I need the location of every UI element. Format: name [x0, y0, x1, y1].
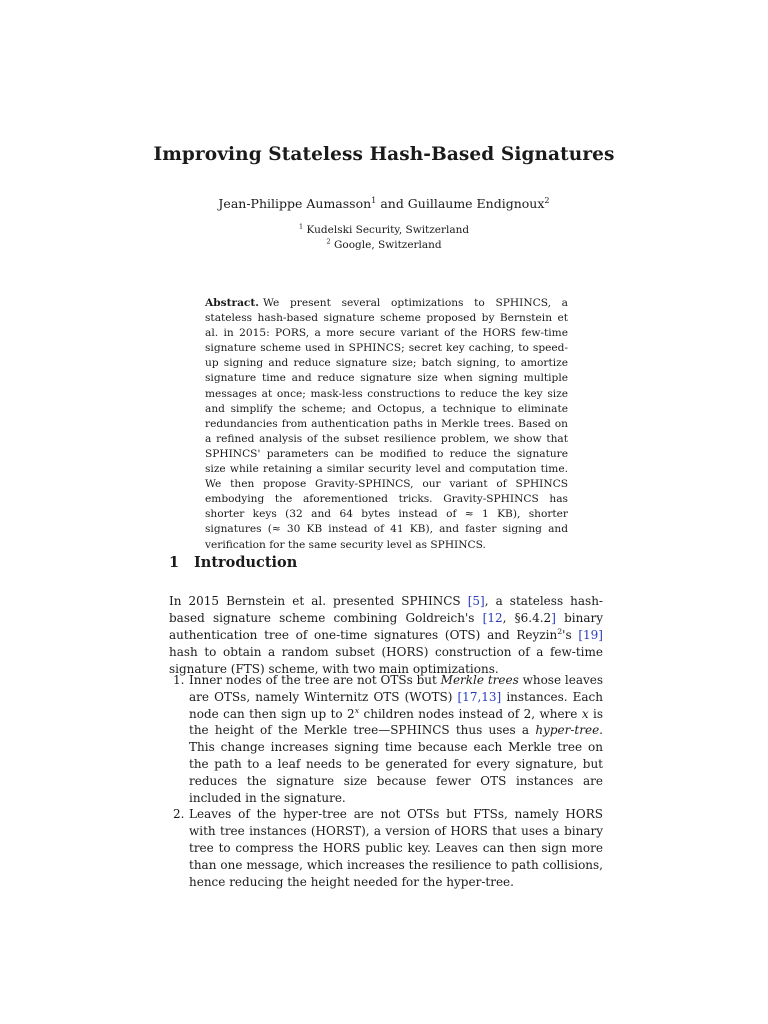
citation-link[interactable]: ]	[551, 611, 556, 625]
author-name: Jean-Philippe Aumasson	[218, 196, 372, 211]
text-run: 's	[562, 628, 579, 642]
text-run: Inner nodes of the tree are not OTSs but	[189, 673, 441, 687]
list-item	[169, 806, 603, 890]
affiliation-mark: 2	[544, 194, 550, 205]
affiliation-text: Kudelski Security, Switzerland	[306, 224, 470, 236]
abstract-label: Abstract.	[205, 297, 259, 309]
section-number: 1	[169, 554, 180, 571]
affiliation	[0, 223, 768, 238]
text-run: children nodes instead of 2, where	[359, 706, 582, 721]
citation-link[interactable]: [17,13]	[457, 689, 502, 704]
affiliations	[0, 223, 768, 253]
affiliation-mark: 2	[326, 237, 331, 246]
list-item-text	[189, 672, 603, 806]
text-run: In 2015 Bernstein et al. presented SPHINCS	[169, 594, 468, 608]
superscript: 2	[557, 627, 563, 636]
math-variable: x	[581, 706, 589, 721]
text-run: whose leaves are OTSs, namely Winternitz OTS (WOTS)	[189, 673, 604, 704]
intro-paragraph	[169, 593, 603, 678]
section-title: Introduction	[194, 554, 298, 571]
abstract	[205, 296, 568, 553]
affiliation-mark: 1	[371, 194, 377, 205]
text-run: , §6.4.2	[502, 611, 552, 625]
author-name: Guillaume Endignoux	[407, 196, 545, 211]
emphasis: Merkle trees	[440, 673, 519, 687]
text-run: binary authentication tree of one-time signatures (OTS) and Reyzin	[169, 611, 603, 642]
author-separator: and	[376, 196, 408, 211]
citation-link[interactable]: [19]	[578, 628, 603, 642]
affiliation-text: Google, Switzerland	[334, 239, 442, 251]
optimization-list	[169, 672, 603, 890]
emphasis: hyper-tree	[535, 723, 600, 738]
citation-link[interactable]: [5]	[467, 594, 485, 608]
author-line	[0, 196, 768, 211]
superscript: x	[354, 705, 360, 715]
paper-title: Improving Stateless Hash-Based Signatures	[153, 144, 615, 165]
list-item-text: Leaves of the hyper-tree are not OTSs but FTSs, namely HORS with tree instances (HORST), a version of HORS that uses a binary tree to compress the HORS public key. Leaves can then sign more than one message, which increases the resilience to path collisions, hence reducing the height needed for the hyper-tree.	[189, 807, 603, 889]
section-heading	[169, 554, 297, 571]
text-run: . This change increases signing time because each Merkle tree on the path to a leaf needs to be generated for every signature, but reduces the signature size because fewer OTS instances are included in the signature.	[189, 723, 603, 805]
text-run: instances. Each node can then sign up to 2	[189, 689, 604, 721]
citation-link[interactable]: [12	[482, 611, 503, 625]
affiliation	[0, 238, 768, 253]
list-marker: 2.	[173, 807, 185, 822]
affiliation-mark: 1	[298, 222, 304, 231]
text-run: , a stateless hash-based signature scheme combining Goldreich's	[169, 594, 603, 625]
list-item	[169, 672, 603, 806]
list-marker: 1.	[173, 673, 185, 687]
text-run: is the height of the Merkle tree—SPHINCS thus uses a	[189, 706, 604, 738]
text-run: hash to obtain a random subset (HORS) construction of a few-time signature (FTS) scheme, with two main optimizations.	[169, 645, 603, 676]
abstract-text: We present several optimizations to SPHINCS, a stateless hash-based signature scheme proposed by Bernstein et al. in 2015: PORS, a more secure variant of the HORS few-time signature scheme used in SPHINCS; secret key caching, to speed-up signing and reduce signature size; batch signing, to amortize signature time and reduce signature size when signing multiple messages at once; mask-less constructions to reduce the key size and simplify the scheme; and Octopus, a technique to eliminate redundancies from authentication paths in Merkle trees. Based on a refined analysis of the subset resilience problem, we show that SPHINCS' parameters can be modified to reduce the signature size while retaining a similar security level and computation time. We then propose Gravity-SPHINCS, our variant of SPHINCS embodying the aforementioned tricks. Gravity-SPHINCS has shorter keys (32 and 64 bytes instead of ≈ 1 KB), shorter signatures (≈ 30 KB instead of 41 KB), and faster signing and verification for the same security level as SPHINCS.	[205, 297, 568, 551]
